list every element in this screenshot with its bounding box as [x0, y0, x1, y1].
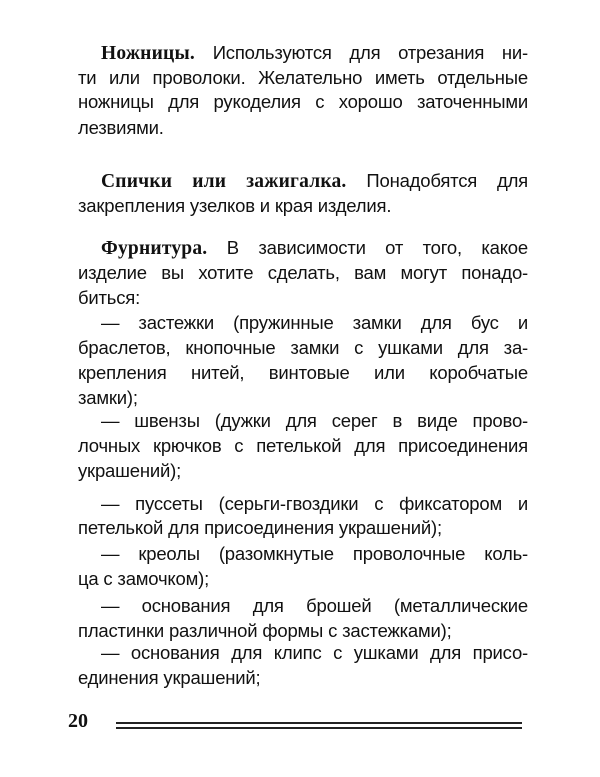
footer-rule: [116, 727, 522, 729]
text-line: Ножницы. Используются для отрезания ни-: [101, 42, 528, 64]
text-line: ножницы для рукоделия с хорошо заточенными: [78, 91, 528, 112]
text-line: Спички или зажигалка. Понадобятся для: [101, 170, 528, 192]
page-number: 20: [68, 710, 88, 732]
list-item-line: — основания для клипс с ушками для присо-: [101, 642, 528, 663]
list-item-line: — креолы (разомкнутые проволочные коль-: [101, 543, 528, 564]
list-item-line: — основания для брошей (металлические: [101, 595, 528, 616]
text-line: лочных крючков с петелькой для присоединения: [78, 435, 528, 456]
text-line: биться:: [78, 287, 141, 308]
text-line: ца с замочком);: [78, 568, 210, 589]
text-line: изделие вы хотите сделать, вам могут понадо-: [78, 262, 528, 283]
text-line: единения украшений;: [78, 667, 261, 688]
text-line: крепления нитей, винтовые или коробчатые: [78, 362, 528, 383]
heading-matches: Спички или зажигалка.: [101, 171, 347, 192]
footer-rule: [116, 722, 522, 724]
heading-fittings: Фурнитура.: [101, 238, 208, 259]
text-line: лезвиями.: [78, 117, 164, 138]
text-line: браслетов, кнопочные замки с ушками для за-: [78, 337, 528, 358]
heading-scissors: Ножницы.: [101, 43, 195, 64]
text-line: Фурнитура. В зависимости от того, какое: [101, 237, 528, 259]
text-line: украшений);: [78, 460, 182, 481]
text-line: пластинки различной формы с застежками);: [78, 620, 452, 641]
text-line: замки);: [78, 387, 138, 408]
text-line: ти или проволоки. Желательно иметь отдельные: [78, 67, 528, 88]
text-line: петелькой для присоединения украшений);: [78, 517, 442, 538]
list-item-line: — швензы (дужки для серег в виде прово-: [101, 410, 528, 431]
text-line: закрепления узелков и края изделия.: [78, 195, 392, 216]
list-item-line: — застежки (пружинные замки для бус и: [101, 312, 528, 333]
list-item-line: — пуссеты (серьги-гвоздики с фиксатором и: [101, 493, 528, 514]
